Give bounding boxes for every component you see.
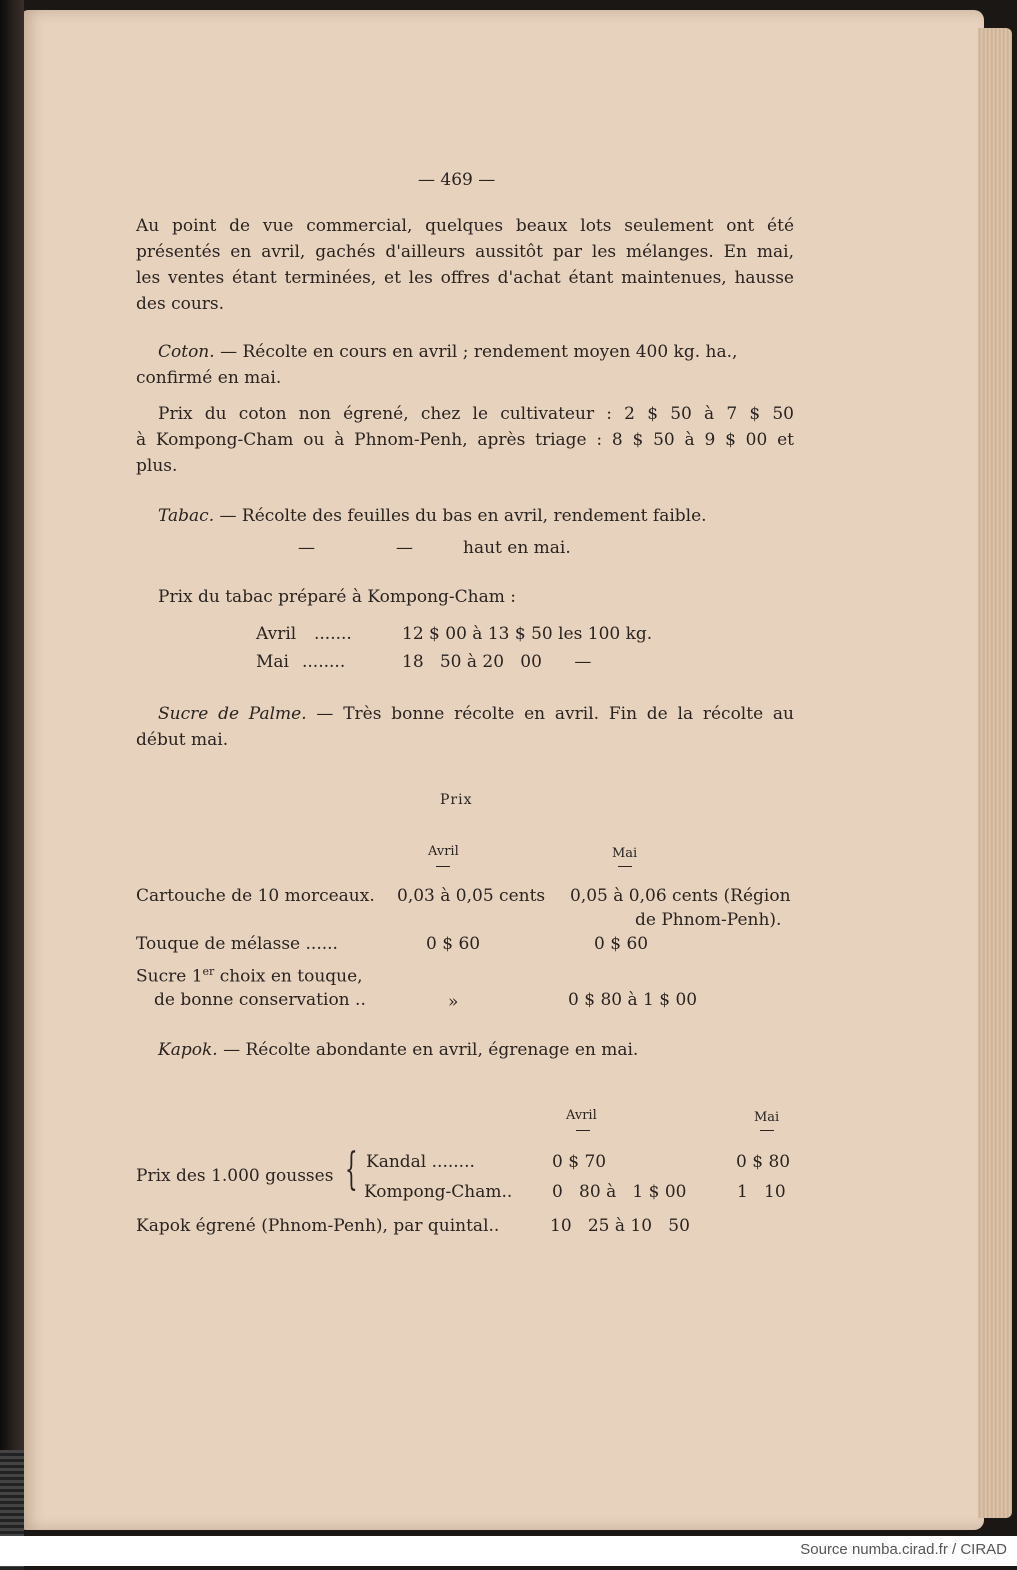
intro-line-2: présentés en avril, gachés d'ailleurs aussitôt par les mélanges. En mai, (136, 242, 794, 262)
sucre-row-2-avril: 0 $ 60 (426, 934, 481, 954)
sucre-line-1 (158, 704, 794, 724)
kapok-col-mai-rule (760, 1130, 774, 1131)
sucre-col-avril: Avril (428, 844, 459, 859)
tabac-ditto-1: — (298, 538, 315, 558)
kapok-row-1-label: Kandal ........ (366, 1152, 475, 1172)
intro-line-3: les ventes étant terminées, et les offres d'achat étant maintenues, hausse (136, 268, 794, 288)
tabac-heading: Tabac. (158, 506, 215, 526)
tabac-row-avril-value: 12 $ 00 à 13 $ 50 les 100 kg. (402, 624, 653, 644)
sucre-row-3-avril: » (448, 992, 459, 1012)
sucre-row-1-avril: 0,03 à 0,05 cents (397, 886, 546, 906)
sucre-row-3-mai: 0 $ 80 à 1 $ 00 (568, 990, 698, 1010)
kapok-heading: Kapok. (158, 1040, 218, 1060)
coton-prix-2: à Kompong-Cham ou à Phnom-Penh, après triage : 8 $ 50 à 9 $ 00 et (136, 430, 794, 450)
sucre-table-title: Prix (440, 792, 473, 808)
sucre-col-avril-rule (436, 866, 450, 867)
kapok-row-1-avril: 0 $ 70 (552, 1152, 607, 1172)
kapok-col-avril-rule (576, 1130, 590, 1131)
intro-line-4: des cours. (136, 294, 225, 314)
kapok-col-avril: Avril (566, 1108, 597, 1123)
kapok-col-mai: Mai (754, 1110, 780, 1125)
coton-line-1 (158, 342, 737, 362)
sucre-row-2-label: Touque de mélasse ...... (136, 934, 338, 954)
tabac-row-avril-label: Avril (256, 624, 297, 644)
sucre-col-mai-rule (618, 866, 632, 867)
kapok-line-1-text: — Récolte abondante en avril, égrenage en mai. (217, 1040, 639, 1060)
tabac-line-2: haut en mai. (463, 538, 571, 558)
sucre-row-1-mai: 0,05 à 0,06 cents (Région (570, 886, 791, 906)
page-edges (978, 28, 1012, 1518)
tabac-row-avril-leader: ....... (314, 624, 352, 644)
tabac-row-mai-label: Mai (256, 652, 289, 672)
sucre-row-1-label: Cartouche de 10 morceaux. (136, 886, 375, 906)
kapok-row-2-avril: 0 80 à 1 $ 00 (552, 1182, 687, 1202)
kapok-row-2-label: Kompong-Cham.. (364, 1182, 513, 1202)
tabac-line-1-text: — Récolte des feuilles du bas en avril, rendement faible. (214, 506, 707, 526)
kapok-egrene-label: Kapok égrené (Phnom-Penh), par quintal.. (136, 1216, 500, 1236)
sucre-row-3-label: Sucre 1er choix en touque, (136, 965, 363, 987)
sucre-line-2: début mai. (136, 730, 229, 750)
book-page (22, 10, 984, 1530)
kapok-gousses-label: Prix des 1.000 gousses (136, 1166, 334, 1186)
coton-prix-1: Prix du coton non égrené, chez le cultivateur : 2 $ 50 à 7 $ 50 (158, 404, 794, 424)
source-credit: Source numba.cirad.fr / CIRAD (800, 1541, 1007, 1558)
sucre-row-1-mai-2: de Phnom-Penh). (635, 910, 782, 930)
sucre-col-mai: Mai (612, 846, 638, 861)
tabac-row-mai-leader: ........ (302, 652, 346, 672)
coton-line-2: confirmé en mai. (136, 368, 282, 388)
coton-heading: Coton. (158, 342, 215, 362)
kapok-egrene-value: 10 25 à 10 50 (550, 1216, 690, 1236)
kapok-row-2-mai: 1 10 (737, 1182, 786, 1202)
kapok-brace: { (345, 1144, 358, 1195)
coton-prix-3: plus. (136, 456, 178, 476)
kapok-line-1 (158, 1040, 638, 1060)
intro-line-1: Au point de vue commercial, quelques beaux lots seulement ont été (136, 216, 794, 236)
sucre-row-3-label-2: de bonne conservation .. (154, 990, 366, 1010)
page-number: — 469 — (418, 170, 496, 190)
sucre-heading: Sucre de Palme. (158, 704, 307, 724)
tabac-row-mai-value: 18 50 à 20 00 — (402, 652, 592, 672)
coton-line-1-text: — Récolte en cours en avril ; rendement moyen 400 kg. ha., (214, 342, 738, 362)
tabac-ditto-2: — (396, 538, 413, 558)
tabac-prix-title: Prix du tabac préparé à Kompong-Cham : (158, 587, 516, 607)
tabac-line-1 (158, 506, 707, 526)
sucre-line-1-text: — Très bonne récolte en avril. Fin de la récolte au (306, 704, 794, 724)
sucre-row-2-mai: 0 $ 60 (594, 934, 649, 954)
book-binding (0, 0, 24, 1540)
kapok-row-1-mai: 0 $ 80 (736, 1152, 791, 1172)
